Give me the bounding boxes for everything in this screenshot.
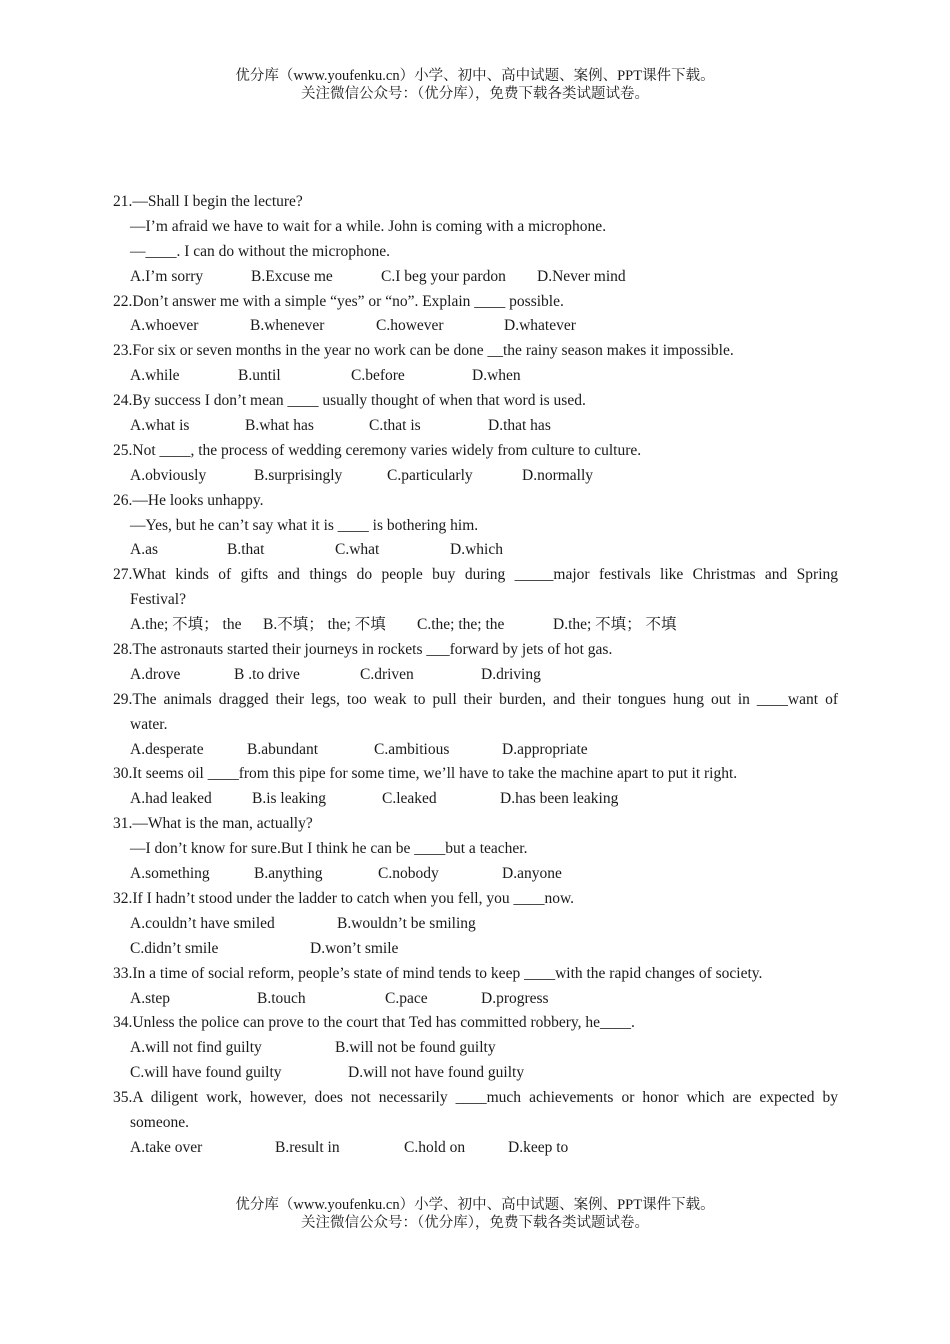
q35-option-c: C.hold on [404,1138,466,1156]
page-header [0,67,950,103]
q31-option-c: C.nobody [378,865,439,883]
q25-option-b: B.surprisingly [254,466,343,484]
q35-option-b: B.result in [275,1138,340,1156]
q34-option-c: C.will have found guilty [130,1064,282,1082]
question-list [113,190,838,1161]
q35-option-a: A.take over [130,1138,203,1156]
q28-option-d: D.driving [481,665,541,683]
q33-options [113,987,838,1012]
q21-option-b: B.Excuse me [251,267,333,285]
q22-option-d: D.whatever [504,317,576,335]
q34-options-ab [113,1036,838,1061]
q27-options [113,613,838,638]
q25-option-d: D.normally [522,466,594,484]
footer-line-2: 关注微信公众号：（优分库），免费下载各类试题试卷。 [301,1215,649,1231]
q32-option-c: C.didn’t smile [130,939,219,957]
q26-stem: 26.—He looks unhappy. [113,491,264,509]
q29-stem: 29.The animals dragged their legs, too weak to pull their burden, and their tongues hung out in ____want of [113,690,838,708]
q29-option-c: C.ambitious [374,740,450,758]
q32-option-a: A.couldn’t have smiled [130,914,275,932]
footer-line-1: 优分库（www.youfenku.cn）小学、初中、高中试题、案例、PPT课件下载。 [235,1197,715,1213]
q34-stem: 34.Unless the police can prove to the court that Ted has committed robbery, he____. [113,1014,635,1032]
q26-option-a: A.as [130,541,158,559]
q32-option-b: B.wouldn’t be smiling [337,914,476,932]
q27-option-d: D.the; 不填； 不填 [553,616,677,634]
header-line-1: 优分库（www.youfenku.cn）小学、初中、高中试题、案例、PPT课件下载。 [235,68,715,84]
q27-option-a: A.the; 不填； the [130,616,242,634]
q33-option-a: A.step [130,989,171,1007]
q22-options [113,314,838,339]
q31-option-a: A.something [130,865,210,883]
page-footer [0,1196,950,1232]
q32-option-d: D.won’t smile [310,939,399,957]
q26-line2: —Yes, but he can’t say what it is ____ is bothering him. [130,516,479,534]
q30-option-d: D.has been leaking [500,790,619,808]
q24-option-d: D.that has [488,417,551,435]
q21-option-a: A.I’m sorry [130,267,204,285]
q30-option-a: A.had leaked [130,790,212,808]
q25-option-c: C.particularly [387,466,473,484]
q29-option-d: D.appropriate [502,740,588,758]
q29-option-b: B.abundant [247,740,319,758]
q26-option-d: D.which [450,541,503,559]
q34-options-cd [113,1061,838,1086]
q26-options [113,538,838,563]
q24-stem: 24.By success I don’t mean ____ usually thought of when that word is used. [113,392,586,410]
q23-option-a: A.while [130,367,180,385]
q30-option-c: C.leaked [382,790,437,808]
q23-option-b: B.until [238,367,281,385]
q30-stem: 30.It seems oil ____from this pipe for some time, we’ll have to take the machine apart to put it right. [113,765,738,783]
q33-option-b: B.touch [257,989,306,1007]
q27-option-b: B.不填； the; 不填 [263,616,386,634]
q23-stem: 23.For six or seven months in the year no work can be done __the rainy season makes it impossible. [113,342,734,360]
q29-line2: water. [130,715,168,733]
q34-option-a: A.will not find guilty [130,1039,262,1057]
q33-stem: 33.In a time of social reform, people’s state of mind tends to keep ____with the rapid changes of society. [113,964,763,982]
q25-option-a: A.obviously [130,466,207,484]
q24-option-a: A.what is [130,417,190,435]
q22-option-c: C.however [376,317,444,335]
q34-option-b: B.will not be found guilty [335,1039,496,1057]
q21-option-c: C.I beg your pardon [381,267,506,285]
q28-option-b: B .to drive [234,665,300,683]
q28-option-c: C.driven [360,665,414,683]
q32-options-ab [113,912,838,937]
q29-option-a: A.desperate [130,740,204,758]
q22-stem: 22.Don’t answer me with a simple “yes” or “no”. Explain ____ possible. [113,292,564,310]
q24-option-b: B.what has [245,417,314,435]
q31-options [113,862,838,887]
q21-line2: —I’m afraid we have to wait for a while. John is coming with a microphone. [130,217,607,235]
q33-option-c: C.pace [385,989,428,1007]
q27-stem: 27.What kinds of gifts and things do people buy during _____major festivals like Christmas and Spring [113,566,838,584]
q21-line3: —____. I can do without the microphone. [130,242,391,260]
q26-option-c: C.what [335,541,380,559]
q31-line2: —I don’t know for sure.But I think he can be ____but a teacher. [130,840,528,858]
q28-option-a: A.drove [130,665,181,683]
q35-stem: 35.A diligent work, however, does not necessarily ____much achievements or honor which are expected by [113,1089,838,1107]
q25-stem: 25.Not ____, the process of wedding ceremony varies widely from culture to culture. [113,441,642,459]
q22-option-a: A.whoever [130,317,199,335]
q23-option-d: D.when [472,367,521,385]
q21-stem: 21.—Shall I begin the lecture? [113,193,303,210]
q29-options [113,738,838,763]
q24-option-c: C.that is [369,417,421,435]
q26-option-b: B.that [227,541,265,559]
q21-option-d: D.Never mind [537,267,626,285]
q31-option-b: B.anything [254,865,323,883]
q27-option-c: C.the; the; the [417,616,505,634]
q30-options [113,787,838,812]
q30-option-b: B.is leaking [252,790,327,808]
q22-option-b: B.whenever [250,317,325,335]
q31-stem: 31.—What is the man, actually? [113,815,313,833]
q33-option-d: D.progress [481,989,549,1007]
q27-line2: Festival? [130,591,186,609]
q32-options-cd [113,937,838,962]
q35-option-d: D.keep to [508,1138,569,1156]
q34-option-d: D.will not have found guilty [348,1064,525,1082]
q23-options [113,364,838,389]
q24-options [113,414,838,439]
q31-option-d: D.anyone [502,865,562,883]
q25-options [113,464,838,489]
q32-stem: 32.If I hadn’t stood under the ladder to catch when you fell, you ____now. [113,889,575,907]
q28-stem: 28.The astronauts started their journeys in rockets ___forward by jets of hot gas. [113,641,613,659]
q35-options [113,1136,838,1161]
q23-option-c: C.before [351,367,405,385]
q28-options [113,663,838,688]
q35-line2: someone. [130,1113,189,1131]
q21-options [113,265,838,290]
header-line-2: 关注微信公众号：（优分库），免费下载各类试题试卷。 [301,86,649,102]
